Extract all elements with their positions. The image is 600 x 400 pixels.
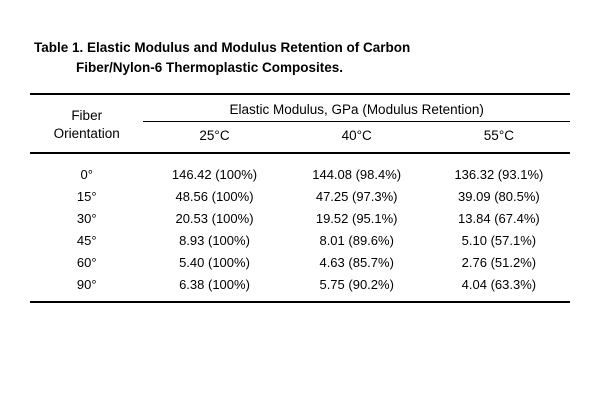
header-temp-25c: 25°C <box>199 128 230 144</box>
cell-modulus-40c: 47.25 (97.3%) <box>315 188 398 204</box>
cell-modulus-55c: 39.09 (80.5%) <box>458 188 540 204</box>
spacer-cell <box>30 296 143 302</box>
header-temp-40c: 40°C <box>341 128 372 144</box>
table-row <box>30 230 570 252</box>
cell-modulus-40c: 4.63 (85.7%) <box>319 255 394 271</box>
cell-modulus-25c: 20.53 (100%) <box>175 210 254 226</box>
table-caption <box>30 38 570 77</box>
cell-orientation: 0° <box>80 166 93 182</box>
cell-modulus-40c: 8.01 (89.6%) <box>319 233 394 249</box>
spacer-cell <box>428 153 570 163</box>
cell-modulus-40c: 19.52 (95.1%) <box>315 210 398 226</box>
cell-modulus-25c: 8.93 (100%) <box>179 233 250 249</box>
cell-orientation: 60° <box>76 255 97 271</box>
cell-modulus-55c: 5.10 (57.1%) <box>461 233 537 249</box>
header-fiber-orientation-line1: Fiber <box>71 107 103 123</box>
table-bottom-rule <box>30 296 570 302</box>
table-row <box>30 185 570 207</box>
table-caption-label: Table 1. <box>34 40 84 55</box>
header-fiber-orientation <box>30 94 143 153</box>
spacer-cell <box>30 153 143 163</box>
spacer-cell <box>286 296 428 302</box>
cell-orientation: 30° <box>76 210 97 226</box>
table-caption-line2: Fiber/Nylon-6 Thermoplastic Composites. <box>76 59 344 75</box>
cell-modulus-25c: 5.40 (100%) <box>179 255 250 271</box>
spacer-cell <box>143 296 285 302</box>
table-row <box>30 252 570 274</box>
table-body-top-rule <box>30 153 570 163</box>
spacer-cell <box>286 153 428 163</box>
cell-modulus-40c: 5.75 (90.2%) <box>319 277 394 293</box>
cell-modulus-25c: 48.56 (100%) <box>175 188 254 204</box>
cell-modulus-55c: 4.04 (63.3%) <box>461 277 537 293</box>
cell-modulus-55c: 13.84 (67.4%) <box>458 210 540 226</box>
cell-modulus-55c: 2.76 (51.2%) <box>461 255 537 271</box>
spacer-cell <box>428 296 570 302</box>
cell-orientation: 45° <box>76 233 97 249</box>
cell-modulus-55c: 136.32 (93.1%) <box>454 166 544 182</box>
table-caption-line1: Elastic Modulus and Modulus Retention of Carbon <box>87 40 411 55</box>
cell-orientation: 15° <box>76 188 97 204</box>
cell-modulus-25c: 146.42 (100%) <box>171 166 258 182</box>
table-row <box>30 207 570 229</box>
spacer-cell <box>143 153 285 163</box>
elastic-modulus-table <box>30 93 570 303</box>
header-elastic-modulus-group: Elastic Modulus, GPa (Modulus Retention) <box>143 94 570 122</box>
table-header-row-group <box>30 94 570 122</box>
cell-orientation: 90° <box>76 277 97 293</box>
table-row <box>30 163 570 185</box>
header-fiber-orientation-line2: Orientation <box>53 126 120 142</box>
header-temp-55c: 55°C <box>483 128 514 144</box>
cell-modulus-40c: 144.08 (98.4%) <box>312 166 402 182</box>
cell-modulus-25c: 6.38 (100%) <box>179 277 250 293</box>
table-row <box>30 274 570 296</box>
